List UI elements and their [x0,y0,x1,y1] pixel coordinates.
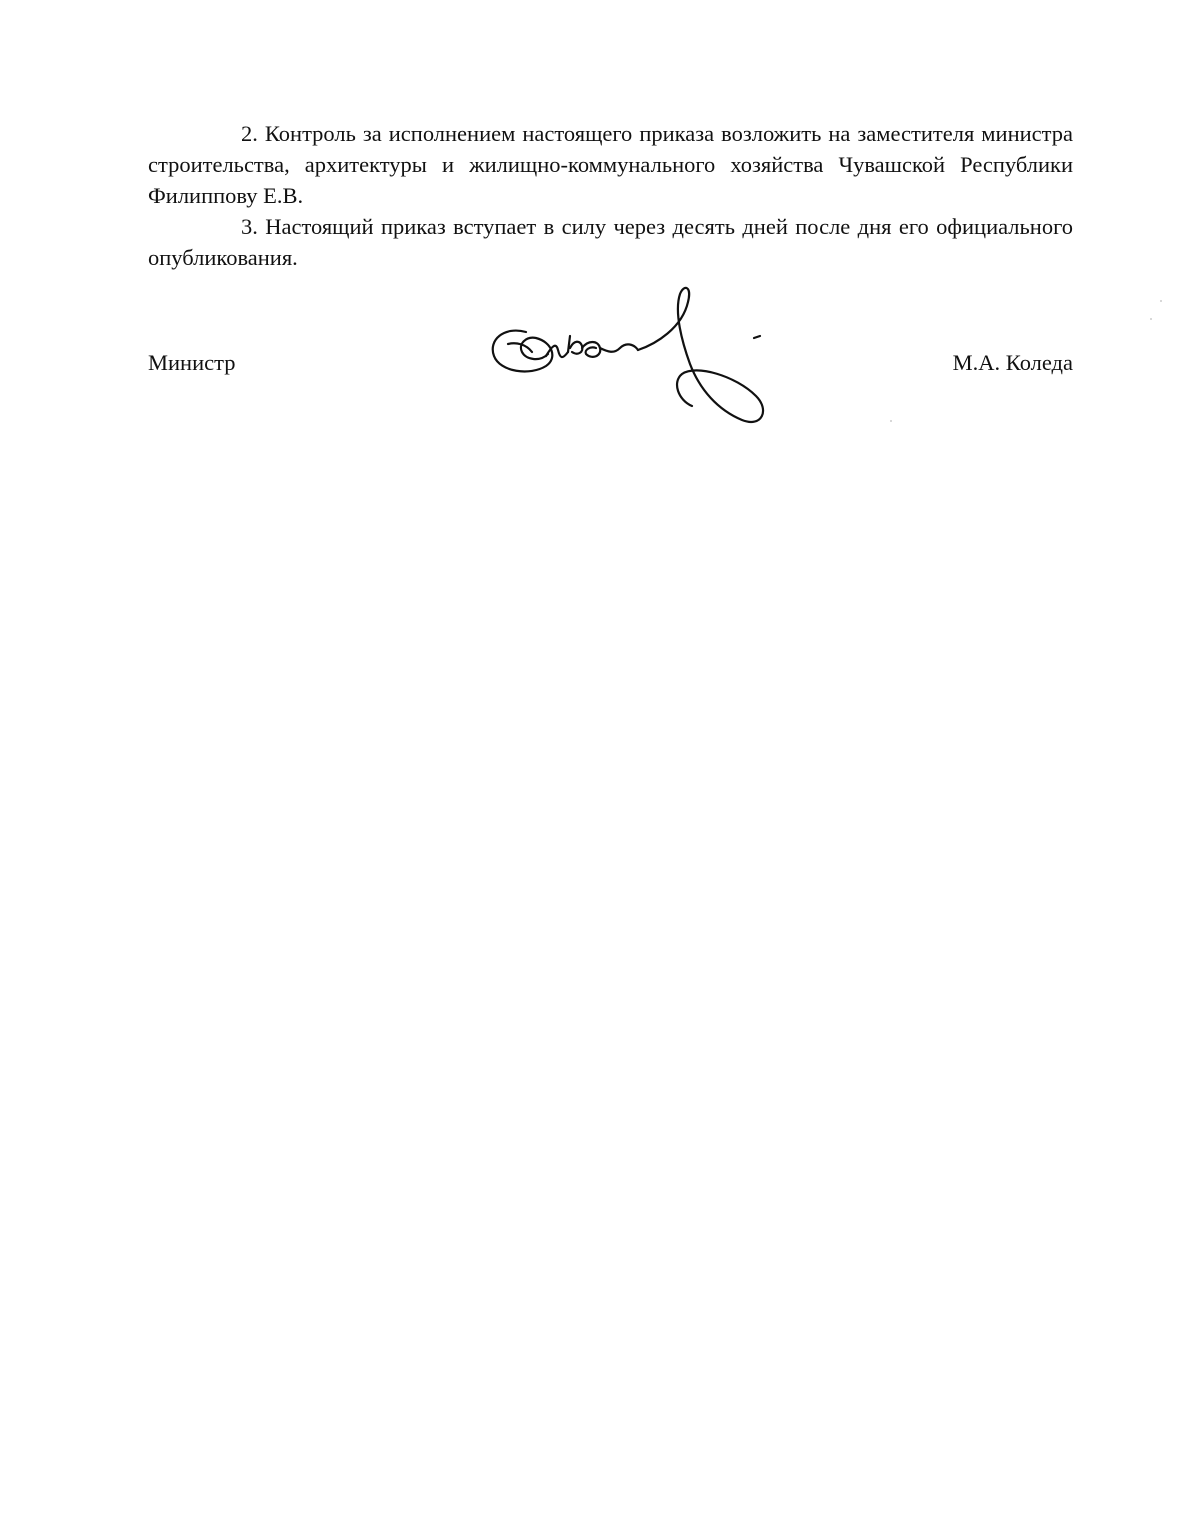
scan-speck [1160,300,1162,302]
paragraph-2: 2. Контроль за исполнением настоящего приказа возложить на заместителя министра строительства, архитектуры и жилищно-коммунального хозяйства Чувашской Республики Филиппову Е.В. [148,121,1073,208]
paragraph-3: 3. Настоящий приказ вступает в силу через десять дней после дня его официального опубликования. [148,214,1073,270]
signer-position: Министр [148,350,236,375]
scan-speck [1150,318,1152,320]
scan-speck [890,420,892,422]
signer-name: М.А. Коледа [952,350,1073,375]
document-body [148,118,1073,273]
handwritten-signature [486,282,776,430]
